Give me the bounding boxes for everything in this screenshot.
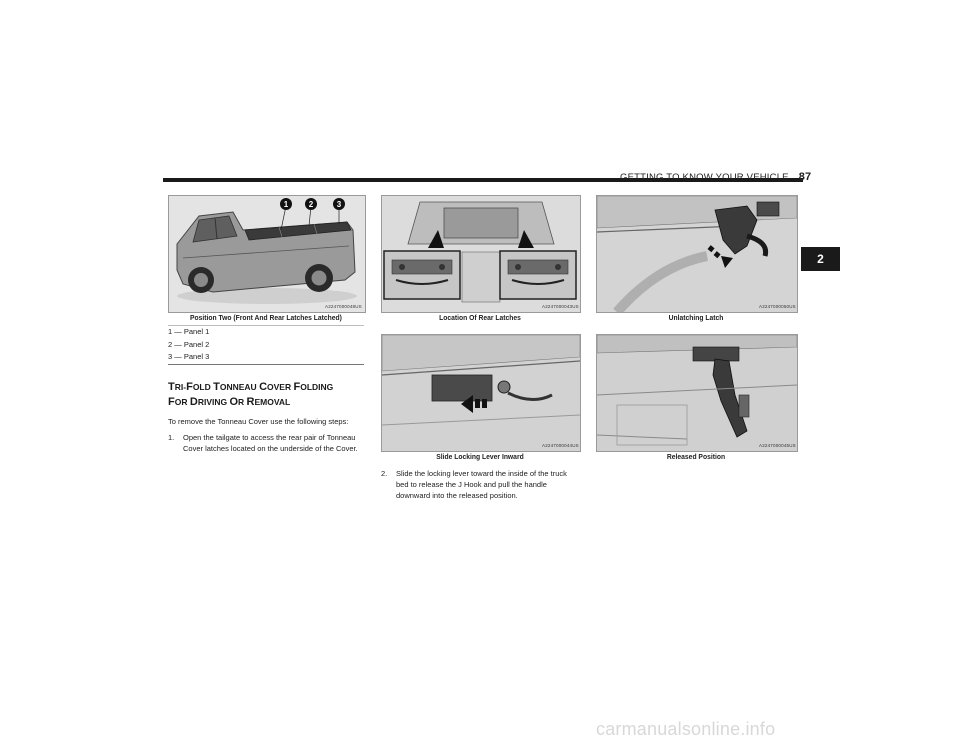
intro-paragraph: To remove the Tonneau Cover use the following steps:	[168, 417, 349, 426]
legend-row: 3 — Panel 3	[168, 352, 210, 361]
callout-2: 2	[308, 200, 314, 209]
callout-legend	[168, 325, 364, 365]
legend-row: 1 — Panel 1	[168, 327, 210, 336]
running-header	[620, 171, 811, 183]
header-section-title: GETTING TO KNOW YOUR VEHICLE	[620, 172, 789, 183]
rear-latches-illustration	[381, 195, 581, 313]
figure-code: A2247000045US	[759, 443, 796, 448]
slide-lever-illustration	[381, 334, 581, 452]
truck-illustration	[168, 195, 366, 313]
page-number: 87	[798, 171, 812, 183]
callout-1: 1	[283, 200, 289, 209]
figure-caption-unlatching: Unlatching Latch	[668, 313, 724, 322]
step-1: 1. Open the tailgate to access the rear pair of Tonneau Cover latches located on the underside of the Cover.	[168, 433, 358, 453]
figure-caption-slide-lever: Slide Locking Lever Inward	[436, 452, 524, 461]
figure-code: A2247000044US	[542, 443, 579, 448]
section-title: TRI-FOLD TONNEAU COVER FOLDING FOR DRIVING OR REMOVAL	[168, 381, 334, 408]
released-position-illustration	[596, 334, 798, 452]
figure-code: A2247000043US	[542, 304, 579, 309]
figure-code: A2247000050US	[759, 304, 796, 309]
legend-bottom-rule	[168, 364, 364, 365]
watermark: carmanualsonline.info	[596, 719, 776, 739]
figure-caption-rear-latches: Location Of Rear Latches	[439, 313, 521, 322]
figure-caption-released: Released Position	[666, 452, 726, 461]
step-2: 2. Slide the locking lever toward the inside of the truck bed to release the J Hook and pull the handle downward into the released position.	[381, 469, 567, 500]
figure-code: A2247000048US	[325, 304, 362, 309]
figure-caption-truck: Position Two (Front And Rear Latches Latched)	[190, 313, 342, 322]
unlatching-latch-illustration	[596, 195, 798, 313]
callout-3: 3	[336, 200, 342, 209]
legend-row: 2 — Panel 2	[168, 339, 210, 349]
chapter-tab[interactable]: 2	[801, 247, 840, 271]
